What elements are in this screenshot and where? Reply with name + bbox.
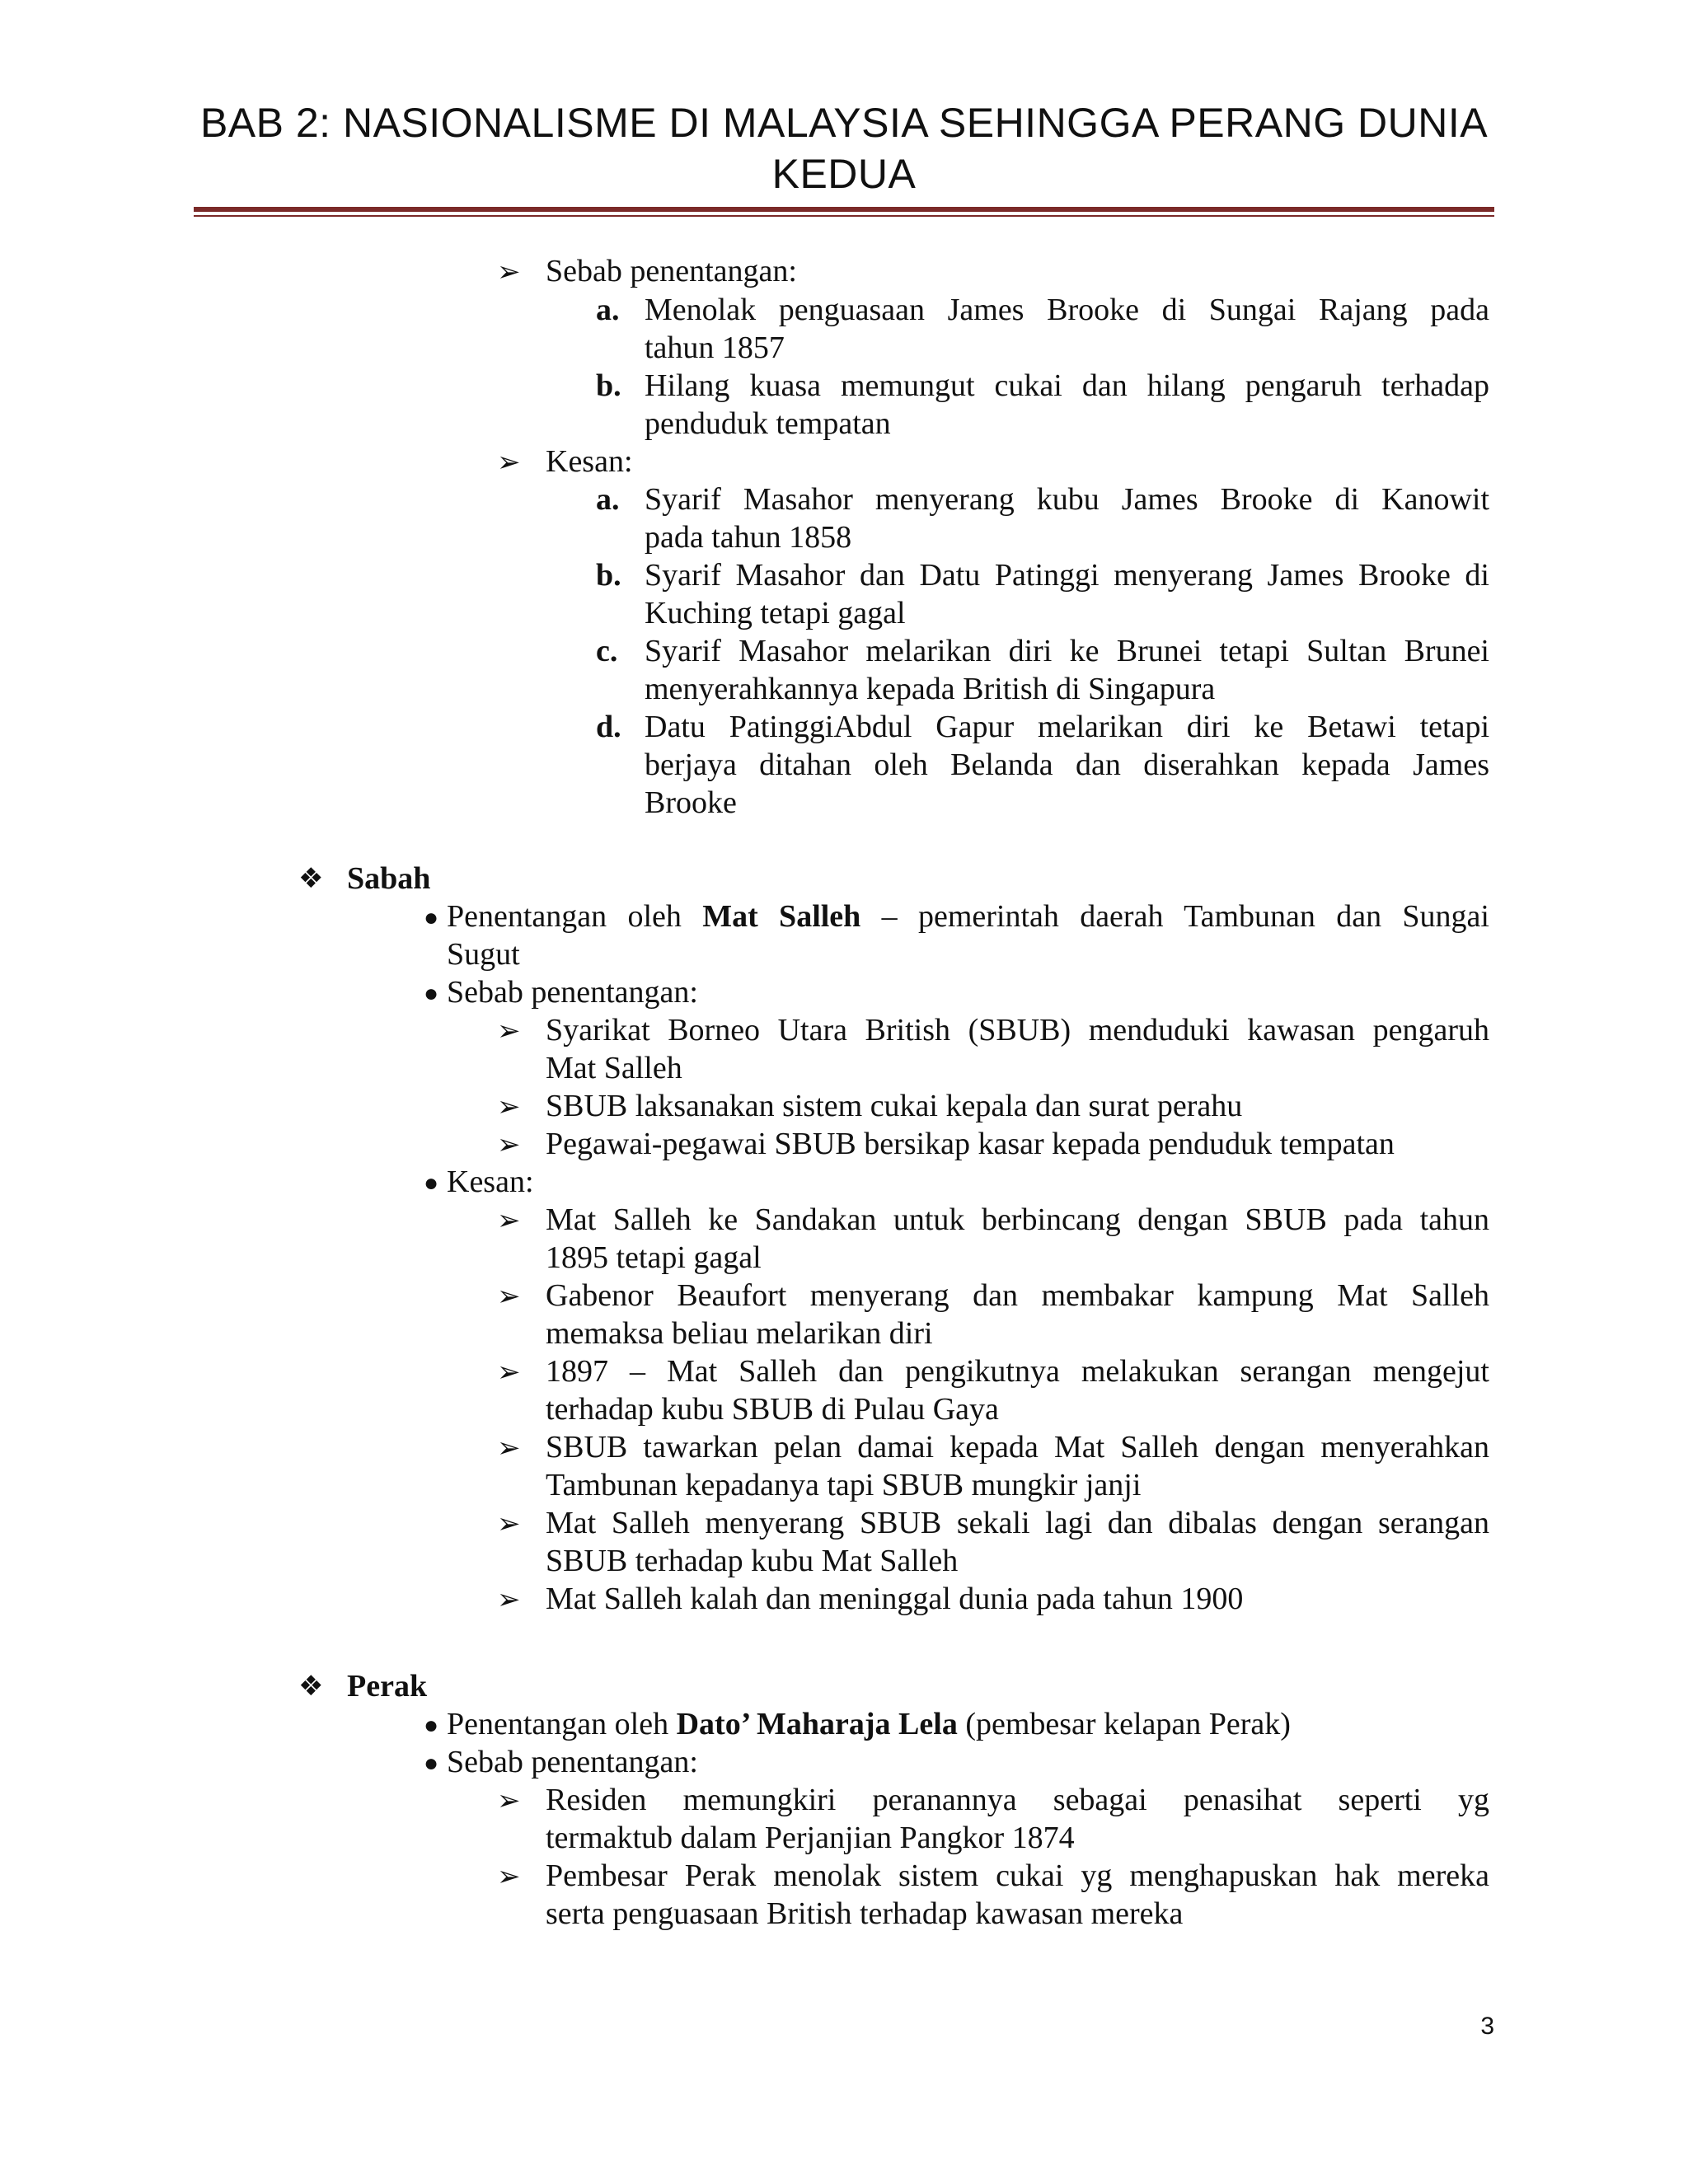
kesan-label: Kesan:: [447, 1165, 534, 1199]
list-item-line: 1895 tetapi gagal: [546, 1240, 762, 1275]
penentangan-suffix: (pembesar kelapan Perak): [957, 1707, 1291, 1741]
list-item-line: terhadap kubu SBUB di Pulau Gaya: [546, 1392, 999, 1427]
list-letter: a.: [596, 482, 620, 517]
list-letter: b.: [596, 558, 621, 593]
arrow-bullet-icon: ➢: [497, 1280, 521, 1313]
list-item-line: SBUB laksanakan sistem cukai kepala dan surat perahu: [546, 1089, 1243, 1123]
arrow-bullet-icon: ➢: [497, 1090, 521, 1123]
arrow-bullet-icon: ➢: [497, 1860, 521, 1893]
section-heading-sabah: Sabah: [347, 861, 431, 896]
list-item-line: memaksa beliau melarikan diri: [546, 1316, 933, 1351]
sebab-label: Sebab penentangan:: [447, 975, 698, 1010]
list-item-line: serta penguasaan British terhadap kawasan mereka: [546, 1896, 1184, 1931]
diamond-bullet-icon: ❖: [298, 1670, 324, 1703]
list-item-line: SBUB tawarkan pelan damai kepada Mat Salleh dengan menyerahkan: [546, 1430, 1489, 1465]
round-bullet-icon: ●: [424, 1750, 439, 1777]
list-item-line: berjaya ditahan oleh Belanda dan diserahkan kepada James: [645, 748, 1489, 782]
list-item-line: Syarif Masahor melarikan diri ke Brunei tetapi Sultan Brunei: [645, 634, 1489, 668]
arrow-bullet-icon: ➢: [497, 1204, 521, 1237]
arrow-bullet-icon: ➢: [497, 1507, 521, 1540]
list-item-line: Menolak penguasaan James Brooke di Sungai Rajang pada: [645, 293, 1489, 327]
arrow-bullet-icon: ➢: [497, 1015, 521, 1047]
header-rule-thin: [194, 215, 1494, 217]
penentangan-line: [447, 898, 1489, 935]
sebab-label: Sebab penentangan:: [447, 1745, 698, 1779]
list-item-line: Mat Salleh ke Sandakan untuk berbincang dengan SBUB pada tahun: [546, 1202, 1489, 1237]
list-item-line: Mat Salleh kalah dan meninggal dunia pada tahun 1900: [546, 1582, 1244, 1616]
list-item-line: SBUB terhadap kubu Mat Salleh: [546, 1544, 959, 1578]
diamond-bullet-icon: ❖: [298, 862, 324, 895]
arrow-bullet-icon: ➢: [497, 446, 521, 479]
list-item-line: Syarikat Borneo Utara British (SBUB) menduduki kawasan pengaruh: [546, 1013, 1489, 1047]
list-item-line: penduduk tempatan: [645, 406, 891, 441]
list-item-line: Syarif Masahor dan Datu Patinggi menyerang James Brooke di: [645, 558, 1489, 593]
section-heading-perak: Perak: [347, 1669, 428, 1704]
list-item-line: Datu PatinggiAbdul Gapur melarikan diri ke Betawi tetapi: [645, 710, 1489, 744]
arrow-bullet-icon: ➢: [497, 1356, 521, 1389]
list-item-line: Mat Salleh menyerang SBUB sekali lagi dan dibalas dengan serangan: [546, 1506, 1489, 1540]
list-item-line: Residen memungkiri peranannya sebagai penasihat seperti yg: [546, 1783, 1489, 1817]
list-letter: b.: [596, 368, 621, 403]
sebab-label: Sebab penentangan:: [546, 254, 797, 288]
round-bullet-icon: ●: [424, 980, 439, 1007]
list-item-line: pada tahun 1858: [645, 520, 852, 555]
round-bullet-icon: ●: [424, 1169, 439, 1197]
list-letter: c.: [596, 634, 618, 668]
arrow-bullet-icon: ➢: [497, 1784, 521, 1817]
round-bullet-icon: ●: [424, 904, 439, 931]
round-bullet-icon: ●: [424, 1712, 439, 1739]
page-number: 3: [1480, 2013, 1494, 2040]
list-item-line: Syarif Masahor menyerang kubu James Brooke di Kanowit: [645, 482, 1489, 517]
penentangan-prefix: Penentangan oleh: [447, 1707, 677, 1741]
list-item-line: Mat Salleh: [546, 1051, 682, 1085]
penentangan-name: Mat Salleh: [702, 899, 861, 934]
penentangan-line-2: Sugut: [447, 937, 520, 972]
arrow-bullet-icon: ➢: [497, 1128, 521, 1161]
list-item-line: Tambunan kepadanya tapi SBUB mungkir janji: [546, 1468, 1142, 1502]
list-letter: a.: [596, 293, 620, 327]
list-item-line: Kuching tetapi gagal: [645, 596, 906, 630]
list-item-line: termaktub dalam Perjanjian Pangkor 1874: [546, 1821, 1075, 1855]
penentangan-prefix: Penentangan oleh: [447, 899, 703, 934]
header-title-line-1: BAB 2: NASIONALISME DI MALAYSIA SEHINGGA PERANG DUNIA: [199, 100, 1489, 146]
list-item-line: 1897 – Mat Salleh dan pengikutnya melakukan serangan mengejut: [546, 1354, 1489, 1389]
arrow-bullet-icon: ➢: [497, 1583, 521, 1616]
list-item-line: Pegawai-pegawai SBUB bersikap kasar kepada penduduk tempatan: [546, 1127, 1395, 1161]
header-rule-thick: [194, 207, 1494, 212]
list-item-line: Pembesar Perak menolak sistem cukai yg menghapuskan hak mereka: [546, 1858, 1489, 1893]
list-item-line: Gabenor Beaufort menyerang dan membakar kampung Mat Salleh: [546, 1278, 1489, 1313]
page-header: [194, 97, 1494, 199]
arrow-bullet-icon: ➢: [497, 255, 521, 288]
penentangan-suffix: – pemerintah daerah Tambunan dan Sungai: [860, 899, 1489, 934]
list-letter: d.: [596, 710, 621, 744]
list-item-line: Brooke: [645, 785, 737, 820]
penentangan-line: [447, 1705, 1489, 1743]
header-title-line-2: KEDUA: [771, 151, 917, 197]
kesan-label: Kesan:: [546, 444, 633, 479]
list-item-line: Hilang kuasa memungut cukai dan hilang pengaruh terhadap: [645, 368, 1489, 403]
list-item-line: tahun 1857: [645, 330, 785, 365]
penentangan-name: Dato’ Maharaja Lela: [676, 1707, 958, 1741]
arrow-bullet-icon: ➢: [497, 1432, 521, 1465]
list-item-line: menyerahkannya kepada British di Singapura: [645, 672, 1216, 706]
